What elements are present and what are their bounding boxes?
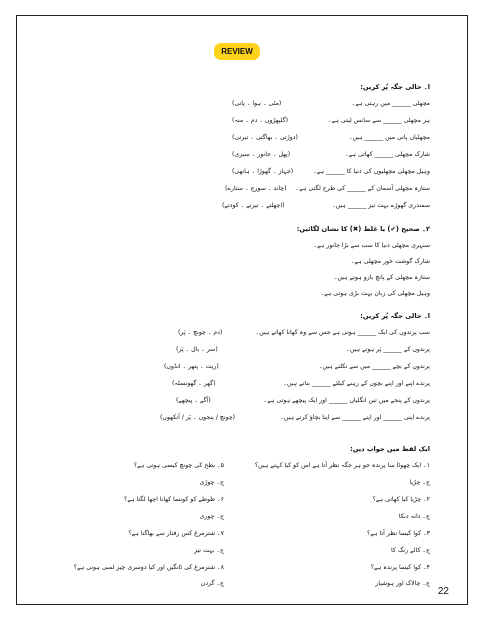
s3-question-4: پرندے اپنے اور اپنے بچوں کے رہنے کیلئے ______ بناتے ہیں۔ xyxy=(283,380,430,387)
s3-options-4: (گھر ۔ گھونسلہ) xyxy=(172,380,216,387)
s4-answer-1: ج۔ چڑیا xyxy=(409,479,430,486)
s1-options-7: (اچھلتے ۔ تیرتے ۔ کودتے) xyxy=(222,202,285,209)
s1-question-2: ہر مچھلی ______ سے سانس لیتی ہے۔ xyxy=(328,117,430,124)
s3-options-1: (دم ۔ چونچ ۔ پَر) xyxy=(178,329,223,336)
s4-answer-4: ج۔ چالاک اور ہوشیار xyxy=(375,580,430,587)
s4-question-8: ۸۔ شترمرغ کی ٹانگیں اور کیا دوسری چیز لمبی ہوتی ہے؟ xyxy=(73,564,224,571)
s4-answer-3: ج۔ کالے رنگ کا xyxy=(391,547,430,554)
s1-question-6: ستارہ مچھلی آسمان کے ______ کی طرح لگتی ہے۔ xyxy=(295,185,430,192)
s4-question-2: ۲۔ چڑیا کیا کھاتی ہے؟ xyxy=(372,496,430,503)
s3-question-5: پرندوں کے پنجے میں تین انگلیاں ______ اور ایک پیچھے ہوتی ہے۔ xyxy=(263,397,430,404)
s3-options-5: (آگے ۔ پیچھے) xyxy=(176,397,211,404)
s1-question-7: سمندری گھوڑے بہت تیز ______ ہیں۔ xyxy=(332,202,430,209)
s4-question-7: ۷۔ شترمرغ کس رفتار سے بھاگتا ہے؟ xyxy=(128,530,224,537)
page-number: 22 xyxy=(437,586,449,597)
section4-title: ایک لفظ میں جواب دیں: xyxy=(350,445,430,453)
s3-question-3: پرندوں کے بچے ______ میں سے نکلتے ہیں۔ xyxy=(318,363,430,370)
s3-options-3: (ریت ۔ پتھر ۔ انڈوں) xyxy=(164,363,219,370)
s3-options-2: (سر ۔ بال ۔ پَر) xyxy=(176,346,218,353)
s2-statement-3: ستارہ مچھلی کے پانچ بازو ہوتے ہیں۔ xyxy=(333,274,430,281)
s3-options-6: (چونچ / پنجوں ۔ پَر / آنکھوں) xyxy=(160,414,236,421)
s1-options-5: (جہاز ۔ گھوڑا ۔ ہاتھی) xyxy=(232,168,294,175)
s4-answer-2: ج۔ دانہ دنکا xyxy=(398,513,430,520)
s4-answer-7: ج۔ بہت تیز xyxy=(194,547,224,554)
s4-answer-8: ج۔ گردن xyxy=(200,580,224,587)
s4-question-5: ۵۔ بطخ کی چونچ کیسی ہوتی ہے؟ xyxy=(133,462,224,469)
s1-question-1: مچھلی ______ میں رہتی ہے۔ xyxy=(351,100,430,107)
s1-options-4: (پھل ۔ جانور ۔ سبزی) xyxy=(232,151,291,158)
s3-question-2: پرندوں کے ______ پَر ہوتے ہیں۔ xyxy=(346,346,430,353)
s2-statement-1: سنہری مچھلی دنیا کا سب سے بڑا جانور ہے۔ xyxy=(313,242,430,249)
s1-options-6: (چاند ۔ سورج ۔ ستارے) xyxy=(225,185,287,192)
s4-question-3: ۳۔ کوا کیسا نظر آتا ہے؟ xyxy=(367,530,430,537)
s4-question-4: ۴۔ کوا کیسا پرندہ ہے؟ xyxy=(370,564,430,571)
s4-question-1: ۱۔ ایک چھوٹا سا پرندہ جو ہر جگہ نظر آتا ہے اس کو کیا کہتے ہیں؟ xyxy=(254,462,430,469)
s1-options-3: (دوڑتی ۔ بھاگتی ۔ تیرتی) xyxy=(232,134,298,141)
s1-options-1: (مٹی ۔ ہوا ۔ پانی) xyxy=(232,100,282,107)
s4-answer-5: ج۔ چوڑی xyxy=(199,479,224,486)
s4-answer-6: ج۔ چوری xyxy=(199,513,224,520)
s1-options-2: (گلپھڑوں ۔ دم ۔ منہ) xyxy=(232,117,288,124)
s2-statement-4: وہیل مچھلی کی زبان بہت بڑی ہوتی ہے۔ xyxy=(320,290,430,297)
s3-question-1: سب پرندوں کی ایک ______ ہوتی ہے جس سے وہ کھانا کھاتے ہیں۔ xyxy=(255,329,430,336)
s4-question-6: ۶۔ طوطے کو کونسا کھانا اچھا لگتا ہے؟ xyxy=(124,496,224,503)
section3-title: ا۔ خالی جگہ پُر کریں: xyxy=(360,312,430,320)
s3-question-6: پرندے اپنی ______ اور اپنے ______ سے اپنا بچاؤ کرتے ہیں۔ xyxy=(280,414,430,421)
section1-title: ا۔ خالی جگہ پُر کریں: xyxy=(360,83,430,91)
s1-question-3: مچھلیاں پانی میں ______ ہیں۔ xyxy=(348,134,430,141)
s2-statement-2: شارک گوشت خور مچھلی ہے۔ xyxy=(350,258,430,265)
section2-title: ۲۔ صحیح (✔) یا غلط (✖) کا نشان لگائیں: xyxy=(296,225,430,233)
review-badge: REVIEW xyxy=(214,43,260,60)
s1-question-4: شارک مچھلی ______ کھاتی ہے۔ xyxy=(345,151,430,158)
s1-question-5: وہیل مچھلی مچھلیوں کی دنیا کا ______ ہے۔ xyxy=(313,168,430,175)
